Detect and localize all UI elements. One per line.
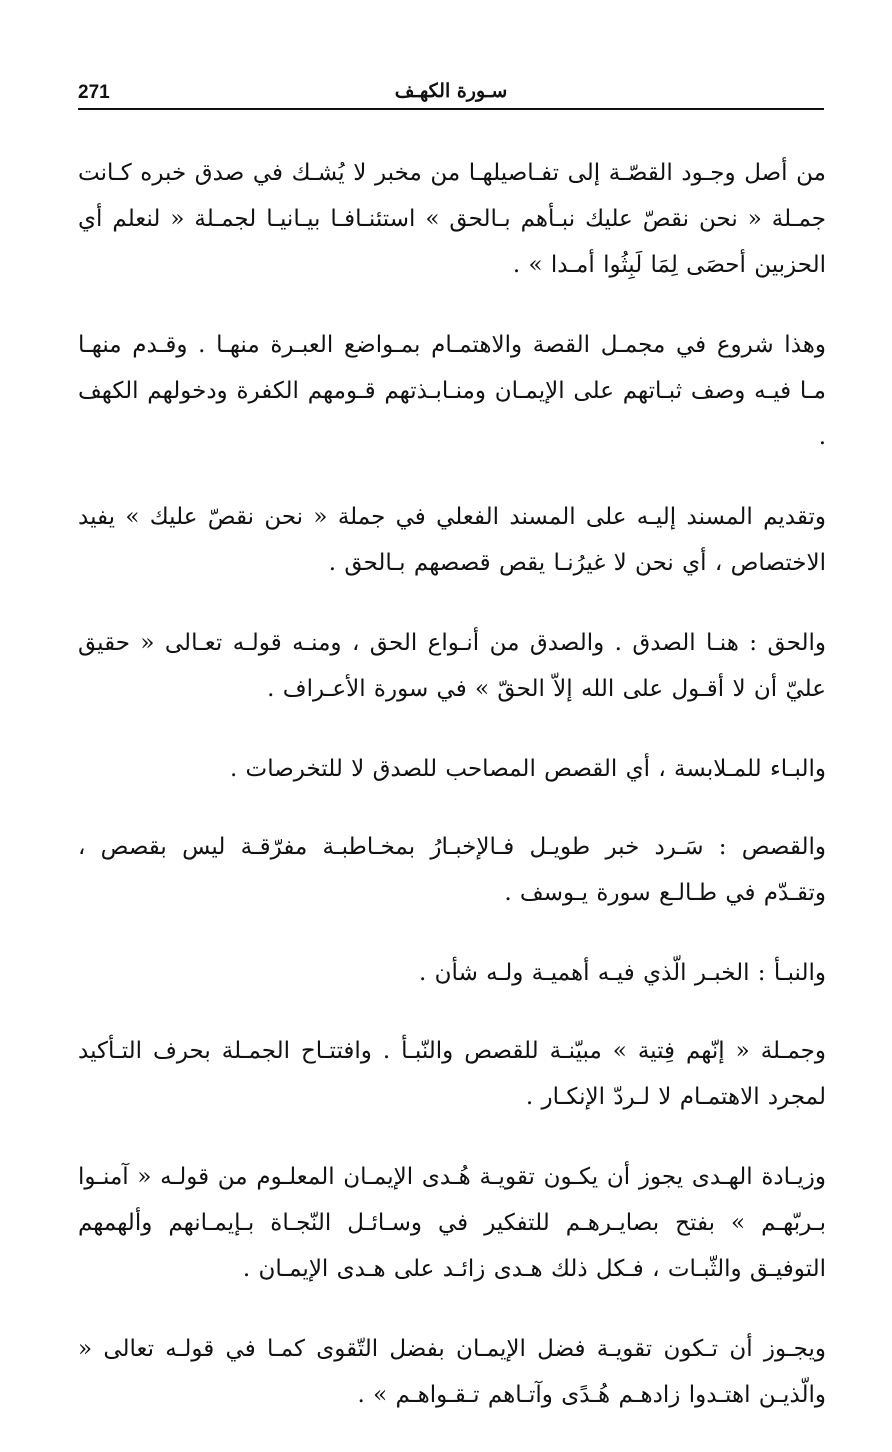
page-header	[78, 80, 824, 110]
header-divider	[78, 108, 824, 110]
paragraph: والنبـأ : الخبـر الّذي فيـه أهميـة ولـه شأن .	[419, 960, 826, 986]
paragraph: والحق : هنـا الصدق . والصدق من أنـواع الحق ، ومنـه قولـه تعـالى « حقيق عليّ أن لا أقـول على الله إلاّ الحقّ » في سورة الأعـراف .	[78, 630, 826, 702]
paragraph: والقصص : سَـرد خبر طويـل فـالإخبـارُ بمخـاطبـة مفرّقـة ليس بقصص ، وتقـدّم في طـالـع سورة يـوسف .	[78, 834, 826, 906]
paragraph: وجمـلة « إنّهم فِتية » مبيّنـة للقصص والنّبـأ . وافتتـاح الجمـلة بحرف التـأكيد لمجرد الاهتمـام لا لـردّ الإنكـار .	[78, 1038, 826, 1110]
page-number: 271	[78, 82, 110, 103]
paragraph: وزيـادة الهـدى يجوز أن يكـون تقويـة هُـدى الإيمـان المعلـوم من قولـه « آمنـوا بـربّهـم » بفتح بصايـرهـم للتفكير في وسـائـل النّجـاة بـإيمـانهم وألهمهم التوفيـق والثّبـات ، فـكل ذلك هـدى زائـد على هـدى الإيمـان .	[78, 1164, 826, 1282]
surah-title: سـورة الكهـف	[394, 80, 508, 102]
paragraph: وتقديم المسند إليـه على المسند الفعلي في جملة « نحن نقصّ عليك » يفيد الاختصاص ، أي نحن لا غيرُنـا يقص قصصهم بـالحق .	[78, 504, 826, 576]
paragraph: ويجـوز أن تـكون تقويـة فضل الإيمـان بفضل التّقوى كمـا في قولـه تعالى « والّذيـن اهتـدوا زادهـم هُـدًى وآتـاهم تـقـواهـم » .	[78, 1336, 826, 1408]
page-body	[78, 150, 826, 1452]
paragraph: وهذا شروع في مجمـل القصة والاهتمـام بمـواضع العبـرة منهـا . وقـدم منهـا مـا فيـه وصف ثبـاتهم على الإيمـان ومنـابـذتهم قـومهم الكفرة ودخولهم الكهف .	[78, 332, 826, 450]
paragraph: والبـاء للمـلابسة ، أي القصص المصاحب للصدق لا للتخرصات .	[229, 756, 826, 782]
paragraph: من أصل وجـود القصّـة إلى تفـاصيلهـا من مخبر لا يُشـك في صدق خبره كـانت جمـلة « نحن نقصّ عليك نبـأهم بـالحق » استئنـافـا بيـانيـا لجمـلة « لنعلم أي الحزبين أحصَى لِمَا لَبِثُوا أمـدا » .	[78, 160, 826, 278]
